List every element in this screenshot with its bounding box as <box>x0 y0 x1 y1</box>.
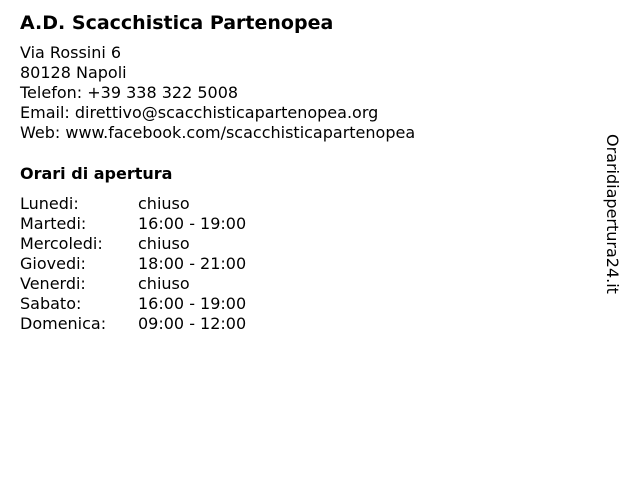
phone-line: Telefon: +39 338 322 5008 <box>20 83 239 102</box>
day-hours: chiuso <box>138 274 190 293</box>
day-label: Domenica: <box>20 314 107 333</box>
day-label: Venerdi: <box>20 274 86 293</box>
day-label: Lunedi: <box>20 194 79 213</box>
city-address: 80128 Napoli <box>20 63 127 82</box>
business-title: A.D. Scacchistica Partenopea <box>20 12 334 34</box>
email-line: Email: direttivo@scacchisticapartenopea.org <box>20 103 379 122</box>
day-label: Sabato: <box>20 294 82 313</box>
day-hours: chiuso <box>138 194 190 213</box>
day-hours: 16:00 - 19:00 <box>138 294 247 313</box>
day-hours: chiuso <box>138 234 190 253</box>
opening-hours-heading: Orari di apertura <box>20 164 173 183</box>
web-line: Web: www.facebook.com/scacchisticapartenopea <box>20 123 416 142</box>
street-address: Via Rossini 6 <box>20 43 122 62</box>
day-label: Giovedi: <box>20 254 86 273</box>
day-hours: 09:00 - 12:00 <box>138 314 247 333</box>
day-label: Martedi: <box>20 214 87 233</box>
day-label: Mercoledi: <box>20 234 103 253</box>
day-hours: 18:00 - 21:00 <box>138 254 247 273</box>
brand-watermark: Oraridiapertura24.it <box>603 134 622 294</box>
contact-block <box>20 43 415 143</box>
day-hours: 16:00 - 19:00 <box>138 214 247 233</box>
